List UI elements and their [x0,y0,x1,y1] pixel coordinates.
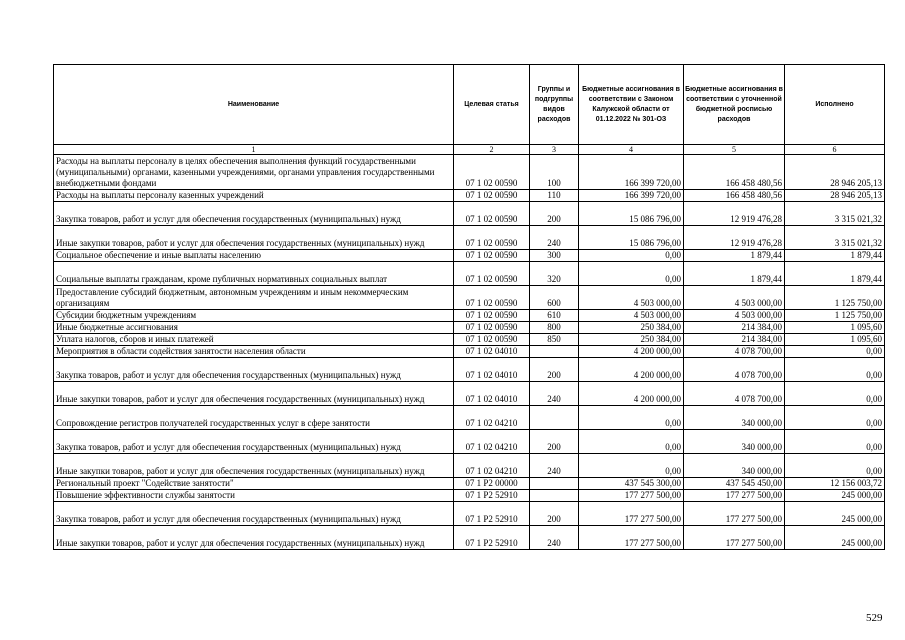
row-executed: 28 946 205,13 [785,155,885,190]
row-target-article: 07 1 02 00590 [454,226,530,250]
row-expense-group: 320 [530,262,579,286]
row-expense-group [530,490,579,502]
row-executed: 12 156 003,72 [785,478,885,490]
page-number: 529 [866,612,883,624]
table-row [54,190,885,202]
row-name: Закупка товаров, работ и услуг для обеспечения государственных (муниципальных) нужд [54,358,454,382]
header-target-article: Целевая статья [454,65,530,145]
row-law-allocation: 177 277 500,00 [579,526,684,550]
row-name: Закупка товаров, работ и услуг для обеспечения государственных (муниципальных) нужд [54,502,454,526]
row-updated-allocation: 12 919 476,28 [684,202,785,226]
row-executed: 245 000,00 [785,526,885,550]
row-expense-group: 200 [530,430,579,454]
row-updated-allocation: 177 277 500,00 [684,526,785,550]
row-expense-group: 240 [530,454,579,478]
row-target-article: 07 1 02 00590 [454,310,530,322]
column-number: 4 [579,145,684,155]
row-executed: 0,00 [785,346,885,358]
row-target-article: 07 1 02 04210 [454,406,530,430]
table-row [54,358,885,382]
table-row [54,202,885,226]
row-updated-allocation: 4 078 700,00 [684,358,785,382]
row-name: Повышение эффективности службы занятости [54,490,454,502]
row-law-allocation: 0,00 [579,250,684,262]
row-target-article: 07 1 02 04210 [454,454,530,478]
row-law-allocation: 166 399 720,00 [579,155,684,190]
table-row [54,346,885,358]
row-name: Иные бюджетные ассигнования [54,322,454,334]
row-executed: 0,00 [785,382,885,406]
row-updated-allocation: 177 277 500,00 [684,490,785,502]
row-executed: 245 000,00 [785,490,885,502]
row-executed: 3 315 021,32 [785,226,885,250]
row-updated-allocation: 166 458 480,56 [684,190,785,202]
row-expense-group: 200 [530,358,579,382]
row-name: Иные закупки товаров, работ и услуг для обеспечения государственных (муниципальных) нужд [54,454,454,478]
table-row [54,155,885,190]
row-expense-group: 240 [530,226,579,250]
row-name: Сопровождение регистров получателей государственных услуг в сфере занятости [54,406,454,430]
row-target-article: 07 1 02 00590 [454,262,530,286]
row-expense-group [530,406,579,430]
row-target-article: 07 1 P2 00000 [454,478,530,490]
row-updated-allocation: 1 879,44 [684,262,785,286]
row-law-allocation: 0,00 [579,454,684,478]
row-updated-allocation: 4 503 000,00 [684,310,785,322]
row-law-allocation: 177 277 500,00 [579,490,684,502]
row-target-article: 07 1 02 00590 [454,190,530,202]
row-name: Иные закупки товаров, работ и услуг для обеспечения государственных (муниципальных) нужд [54,526,454,550]
row-name: Субсидии бюджетным учреждениям [54,310,454,322]
row-expense-group: 200 [530,202,579,226]
budget-table [53,64,885,550]
header-executed: Исполнено [785,65,885,145]
row-updated-allocation: 214 384,00 [684,322,785,334]
table-row [54,526,885,550]
row-executed: 245 000,00 [785,502,885,526]
row-updated-allocation: 340 000,00 [684,454,785,478]
row-updated-allocation: 4 078 700,00 [684,346,785,358]
row-law-allocation: 15 086 796,00 [579,202,684,226]
row-updated-allocation: 437 545 450,00 [684,478,785,490]
row-executed: 0,00 [785,406,885,430]
row-name: Социальное обеспечение и иные выплаты населению [54,250,454,262]
row-law-allocation: 0,00 [579,406,684,430]
row-name: Социальные выплаты гражданам, кроме публичных нормативных социальных выплат [54,262,454,286]
row-target-article: 07 1 02 00590 [454,286,530,310]
row-target-article: 07 1 02 00590 [454,250,530,262]
row-name: Расходы на выплаты персоналу в целях обеспечения выполнения функций государственными (муниципальными) органами, казенными учреждениями, органами управления государственными внебюджетными фондами [54,155,454,190]
row-target-article: 07 1 02 04010 [454,358,530,382]
row-name: Расходы на выплаты персоналу казенных учреждений [54,190,454,202]
row-target-article: 07 1 P2 52910 [454,490,530,502]
header-name: Наименование [54,65,454,145]
row-law-allocation: 4 503 000,00 [579,310,684,322]
table-header-row [54,65,885,145]
row-law-allocation: 15 086 796,00 [579,226,684,250]
column-number: 1 [54,145,454,155]
table-row [54,322,885,334]
table-row [54,406,885,430]
header-expense-groups: Группы и подгруппы видов расходов [530,65,579,145]
row-expense-group [530,346,579,358]
row-law-allocation: 250 384,00 [579,334,684,346]
row-target-article: 07 1 02 00590 [454,202,530,226]
row-law-allocation: 4 503 000,00 [579,286,684,310]
table-row [54,310,885,322]
row-law-allocation: 4 200 000,00 [579,358,684,382]
row-law-allocation: 250 384,00 [579,322,684,334]
row-target-article: 07 1 02 00590 [454,322,530,334]
row-executed: 1 879,44 [785,250,885,262]
row-expense-group: 850 [530,334,579,346]
row-executed: 0,00 [785,430,885,454]
row-law-allocation: 437 545 300,00 [579,478,684,490]
row-target-article: 07 1 02 04010 [454,382,530,406]
column-number-row [54,145,885,155]
row-expense-group: 600 [530,286,579,310]
row-updated-allocation: 340 000,00 [684,430,785,454]
row-executed: 3 315 021,32 [785,202,885,226]
row-name: Закупка товаров, работ и услуг для обеспечения государственных (муниципальных) нужд [54,202,454,226]
row-name: Региональный проект "Содействие занятости" [54,478,454,490]
row-target-article: 07 1 02 00590 [454,334,530,346]
row-executed: 0,00 [785,358,885,382]
row-name: Иные закупки товаров, работ и услуг для обеспечения государственных (муниципальных) нужд [54,382,454,406]
row-updated-allocation: 340 000,00 [684,406,785,430]
row-executed: 1 095,60 [785,322,885,334]
row-law-allocation: 4 200 000,00 [579,382,684,406]
column-number: 5 [684,145,785,155]
row-law-allocation: 4 200 000,00 [579,346,684,358]
row-expense-group: 300 [530,250,579,262]
row-target-article: 07 1 02 04010 [454,346,530,358]
row-law-allocation: 0,00 [579,430,684,454]
column-number: 6 [785,145,885,155]
row-name: Закупка товаров, работ и услуг для обеспечения государственных (муниципальных) нужд [54,430,454,454]
row-name: Мероприятия в области содействия занятости населения области [54,346,454,358]
table-row [54,490,885,502]
row-updated-allocation: 177 277 500,00 [684,502,785,526]
row-expense-group: 240 [530,382,579,406]
row-expense-group: 610 [530,310,579,322]
table-row [54,250,885,262]
row-target-article: 07 1 P2 52910 [454,502,530,526]
table-body [54,155,885,550]
row-executed: 1 095,60 [785,334,885,346]
row-expense-group: 800 [530,322,579,334]
header-law-allocations: Бюджетные ассигнования в соответствии с Законом Калужской области от 01.12.2022 № 301-ОЗ [579,65,684,145]
row-executed: 0,00 [785,454,885,478]
row-updated-allocation: 12 919 476,28 [684,226,785,250]
table-row [54,430,885,454]
row-expense-group [530,478,579,490]
table-row [54,334,885,346]
row-law-allocation: 0,00 [579,262,684,286]
table-row [54,454,885,478]
row-name: Уплата налогов, сборов и иных платежей [54,334,454,346]
row-target-article: 07 1 02 00590 [454,155,530,190]
column-number: 2 [454,145,530,155]
row-expense-group: 110 [530,190,579,202]
table-row [54,286,885,310]
row-executed: 1 125 750,00 [785,286,885,310]
row-name: Иные закупки товаров, работ и услуг для обеспечения государственных (муниципальных) нужд [54,226,454,250]
row-executed: 1 125 750,00 [785,310,885,322]
row-executed: 28 946 205,13 [785,190,885,202]
table-row [54,502,885,526]
row-updated-allocation: 166 458 480,56 [684,155,785,190]
row-target-article: 07 1 P2 52910 [454,526,530,550]
row-target-article: 07 1 02 04210 [454,430,530,454]
row-updated-allocation: 1 879,44 [684,250,785,262]
row-expense-group: 100 [530,155,579,190]
row-updated-allocation: 214 384,00 [684,334,785,346]
header-updated-allocations: Бюджетные ассигнования в соответствии с уточненной бюджетной росписью расходов [684,65,785,145]
row-law-allocation: 177 277 500,00 [579,502,684,526]
table-row [54,262,885,286]
row-updated-allocation: 4 503 000,00 [684,286,785,310]
row-expense-group: 240 [530,526,579,550]
row-updated-allocation: 4 078 700,00 [684,382,785,406]
row-name: Предоставление субсидий бюджетным, автономным учреждениям и иным некоммерческим организациям [54,286,454,310]
table-row [54,382,885,406]
row-expense-group: 200 [530,502,579,526]
table-row [54,226,885,250]
row-law-allocation: 166 399 720,00 [579,190,684,202]
row-executed: 1 879,44 [785,262,885,286]
table-row [54,478,885,490]
column-number: 3 [530,145,579,155]
